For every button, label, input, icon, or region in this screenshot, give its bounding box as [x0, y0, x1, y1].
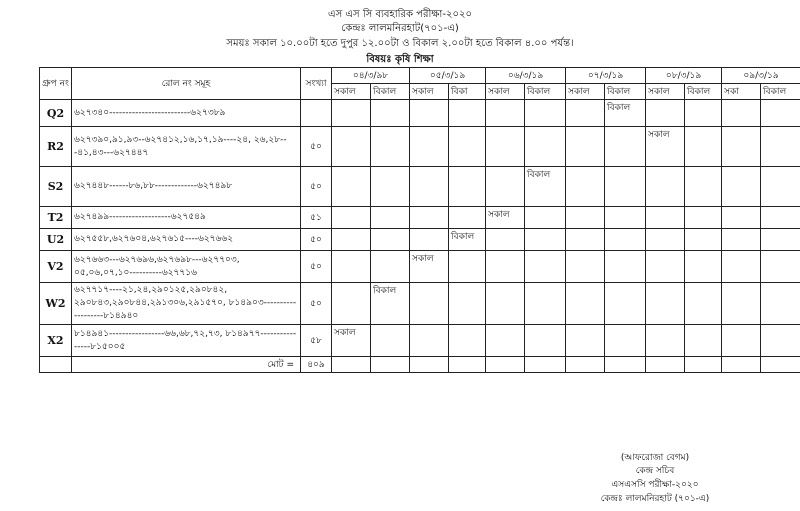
schedule-cell: [449, 251, 486, 283]
table-row: [40, 229, 800, 251]
schedule-cell: [685, 325, 722, 357]
schedule-cell: [486, 167, 525, 207]
schedule-cell: [722, 229, 761, 251]
roll-cell: ৬২৭৬৬৩---৬২৭৬৯৬,৬২৭৬৯৮---৬২৭৭০৩, ০৫,০৬,০৭,১০----------৬২৭৭১৬: [72, 251, 301, 283]
schedule-cell: [371, 251, 410, 283]
schedule-cell: [566, 127, 605, 167]
schedule-cell: [371, 325, 410, 357]
schedule-cell: সকাল: [646, 127, 685, 167]
schedule-cell: [646, 325, 685, 357]
schedule-cell: বিকাল: [605, 100, 646, 127]
date-header: ০৭/৩/১৯: [566, 68, 646, 84]
schedule-cell: [566, 100, 605, 127]
schedule-cell: বিকাল: [371, 283, 410, 325]
schedule-cell: [646, 283, 685, 325]
schedule-cell: [410, 207, 449, 229]
col-header-group: গ্রুপ নং: [40, 68, 72, 100]
schedule-cell: [722, 251, 761, 283]
group-cell: S2: [40, 167, 72, 207]
schedule-cell: [410, 325, 449, 357]
slot-header: বিকাল: [761, 84, 800, 100]
schedule-cell: [761, 100, 800, 127]
exam-time: সময়ঃ সকাল ১০.০০টা হতে দুপুর ১২.০০টা ও বিকাল ২.০০টা হতে বিকাল ৪.০০ পর্যন্ত।: [226, 38, 574, 49]
schedule-cell: [486, 325, 525, 357]
total-blank-cell: [410, 357, 449, 373]
schedule-cell: [761, 325, 800, 357]
schedule-cell: [410, 127, 449, 167]
subject-title: বিষয়ঃ কৃষি শিক্ষা: [366, 54, 434, 65]
schedule-cell: [332, 127, 371, 167]
schedule-cell: [332, 167, 371, 207]
date-header: ০৪/৩/৯৮: [332, 68, 410, 84]
schedule-cell: [566, 251, 605, 283]
slot-header: বিকাল: [685, 84, 722, 100]
schedule-cell: [566, 325, 605, 357]
schedule-cell: [486, 251, 525, 283]
roll-cell: ৮১৪৯৪১-----------------৬৬,৬৮,৭২,৭৩, ৮১৪৯৭৭----------------৮১৫০০৫: [72, 325, 301, 357]
total-blank-cell: [332, 357, 371, 373]
slot-header: বিকাল: [525, 84, 566, 100]
signatory-exam: এসএসসি পরীক্ষা-২০২০: [611, 480, 699, 490]
schedule-cell: [371, 229, 410, 251]
total-blank-cell: [486, 357, 525, 373]
schedule-cell: [605, 283, 646, 325]
schedule-cell: [449, 100, 486, 127]
total-blank-cell: [371, 357, 410, 373]
schedule-cell: [722, 100, 761, 127]
schedule-cell: [646, 100, 685, 127]
roll-cell: ৬২৭৪৪৮------৮৬,৮৮-------------৬২৭৪৯৮: [72, 167, 301, 207]
schedule-cell: [605, 207, 646, 229]
slot-header: বিকাল: [605, 84, 646, 100]
total-label: মোট =: [72, 357, 301, 373]
exam-title: এস এস সি ব্যবহারিক পরীক্ষা-২০২০: [328, 9, 472, 20]
slot-header: সকাল: [566, 84, 605, 100]
count-cell: ৫০: [301, 283, 332, 325]
schedule-cell: [486, 100, 525, 127]
schedule-cell: [449, 207, 486, 229]
schedule-cell: [566, 283, 605, 325]
count-cell: ৫০: [301, 127, 332, 167]
date-header: ০৮/৩/১৯: [646, 68, 722, 84]
centre-name: কেন্দ্রঃ লালমনিরহাট(৭০১-এ): [341, 23, 459, 34]
schedule-cell: [761, 229, 800, 251]
schedule-cell: [525, 251, 566, 283]
schedule-cell: সকাল: [410, 251, 449, 283]
schedule-cell: [722, 207, 761, 229]
schedule-cell: [761, 283, 800, 325]
roll-cell: ৬২৭৩৯০,৯১,৯৩--৬২৭৪১২,১৬,১৭,১৯----২৪, ২৬,২৮---৪১,৪৩---৬২৭৪৪৭: [72, 127, 301, 167]
schedule-cell: [486, 283, 525, 325]
schedule-cell: [410, 283, 449, 325]
schedule-cell: [761, 127, 800, 167]
schedule-cell: [566, 229, 605, 251]
schedule-cell: [761, 207, 800, 229]
total-blank-cell: [525, 357, 566, 373]
schedule-cell: [605, 167, 646, 207]
schedule-cell: [449, 283, 486, 325]
schedule-cell: [685, 229, 722, 251]
schedule-cell: [332, 207, 371, 229]
count-cell: ৫৮: [301, 325, 332, 357]
signatory-name: (আফরোজা বেগম): [620, 453, 690, 463]
schedule-cell: [449, 167, 486, 207]
group-cell: X2: [40, 325, 72, 357]
date-header: ০৫/৩/১৯: [410, 68, 486, 84]
date-header: ০৯/৩/১৯: [722, 68, 800, 84]
schedule-cell: সকাল: [332, 325, 371, 357]
table-row: [40, 167, 800, 207]
schedule-cell: [525, 100, 566, 127]
schedule-cell: [646, 251, 685, 283]
schedule-cell: [525, 229, 566, 251]
schedule-cell: [410, 100, 449, 127]
schedule-cell: [449, 127, 486, 167]
schedule-cell: [410, 229, 449, 251]
schedule-cell: [722, 167, 761, 207]
schedule-cell: [605, 251, 646, 283]
group-cell: V2: [40, 251, 72, 283]
col-header-roll: রোল নং সমূহ: [72, 68, 301, 100]
roll-cell: ৬২৭৫৫৮,৬২৭৬০৪,৬২৭৬১৫----৬২৭৬৬২: [72, 229, 301, 251]
date-header: ০৬/৩/১৯: [486, 68, 566, 84]
schedule-cell: [371, 127, 410, 167]
schedule-table: [39, 67, 800, 373]
schedule-cell: [685, 127, 722, 167]
schedule-cell: [525, 283, 566, 325]
roll-cell: ৬২৭৩৪০-------------------------৬২৭৩৮৯: [72, 100, 301, 127]
schedule-cell: [722, 127, 761, 167]
schedule-cell: [646, 207, 685, 229]
total-value: ৪০৯: [301, 357, 332, 373]
group-cell: T2: [40, 207, 72, 229]
schedule-cell: সকাল: [486, 207, 525, 229]
schedule-cell: [761, 251, 800, 283]
slot-header: সকাল: [486, 84, 525, 100]
schedule-cell: [722, 325, 761, 357]
schedule-cell: [410, 167, 449, 207]
schedule-cell: [722, 283, 761, 325]
group-cell: R2: [40, 127, 72, 167]
schedule-cell: [371, 207, 410, 229]
roll-cell: ৬২৭৭১৭----২১,২৪,২৯০১২৫,২৯০৮৪২, ২৯০৮৪৩,২৯০৮৪৪,২৯১৩০৬,২৯১৫৭০, ৮১৪৯০৩-------------------৮১৪৯৪০: [72, 283, 301, 325]
roll-cell: ৬২৭৪৯৯-------------------৬২৭৫৪৯: [72, 207, 301, 229]
schedule-cell: [761, 167, 800, 207]
schedule-cell: [332, 283, 371, 325]
schedule-cell: [685, 167, 722, 207]
schedule-cell: [605, 325, 646, 357]
schedule-cell: [486, 127, 525, 167]
signatory-centre: কেন্দ্রঃ লালমনিরহাট (৭০১-এ): [600, 494, 710, 504]
total-row: [40, 357, 800, 373]
total-blank-cell: [685, 357, 722, 373]
schedule-cell: বিকাল: [449, 229, 486, 251]
schedule-cell: [332, 100, 371, 127]
schedule-cell: [449, 325, 486, 357]
signatory-designation: কেন্দ্র সচিব: [635, 466, 675, 476]
total-blank-cell: [605, 357, 646, 373]
group-cell: W2: [40, 283, 72, 325]
schedule-cell: [646, 229, 685, 251]
schedule-cell: [525, 127, 566, 167]
table-row: [40, 251, 800, 283]
schedule-cell: [646, 167, 685, 207]
count-cell: ৫০: [301, 167, 332, 207]
count-cell: ৫০: [301, 251, 332, 283]
table-row: [40, 283, 800, 325]
schedule-cell: [371, 167, 410, 207]
schedule-cell: [685, 100, 722, 127]
slot-header: সকাল: [410, 84, 449, 100]
schedule-cell: [685, 283, 722, 325]
schedule-cell: [486, 229, 525, 251]
total-blank-cell: [646, 357, 685, 373]
slot-header: বিকা: [449, 84, 486, 100]
schedule-cell: [566, 167, 605, 207]
table-row: [40, 207, 800, 229]
count-cell: ৫০: [301, 229, 332, 251]
total-blank-cell: [449, 357, 486, 373]
schedule-cell: [332, 251, 371, 283]
slot-header: সকাল: [646, 84, 685, 100]
slot-header: বিকাল: [371, 84, 410, 100]
group-cell: U2: [40, 229, 72, 251]
col-header-count: সংখ্যা: [301, 68, 332, 100]
schedule-cell: [332, 229, 371, 251]
group-cell: Q2: [40, 100, 72, 127]
schedule-cell: [566, 207, 605, 229]
total-empty-cell: [40, 357, 72, 373]
header-row-dates: [40, 68, 800, 84]
total-blank-cell: [566, 357, 605, 373]
schedule-cell: [525, 207, 566, 229]
count-cell: ৫১: [301, 207, 332, 229]
table-row: [40, 127, 800, 167]
total-blank-cell: [722, 357, 761, 373]
schedule-cell: বিকাল: [525, 167, 566, 207]
count-cell: [301, 100, 332, 127]
schedule-cell: [605, 127, 646, 167]
schedule-cell: [605, 229, 646, 251]
slot-header: সকাল: [332, 84, 371, 100]
schedule-cell: [525, 325, 566, 357]
schedule-cell: [685, 207, 722, 229]
schedule-cell: [685, 251, 722, 283]
total-blank-cell: [761, 357, 800, 373]
slot-header: সকা: [722, 84, 761, 100]
table-row: [40, 325, 800, 357]
schedule-cell: [371, 100, 410, 127]
table-row: [40, 100, 800, 127]
